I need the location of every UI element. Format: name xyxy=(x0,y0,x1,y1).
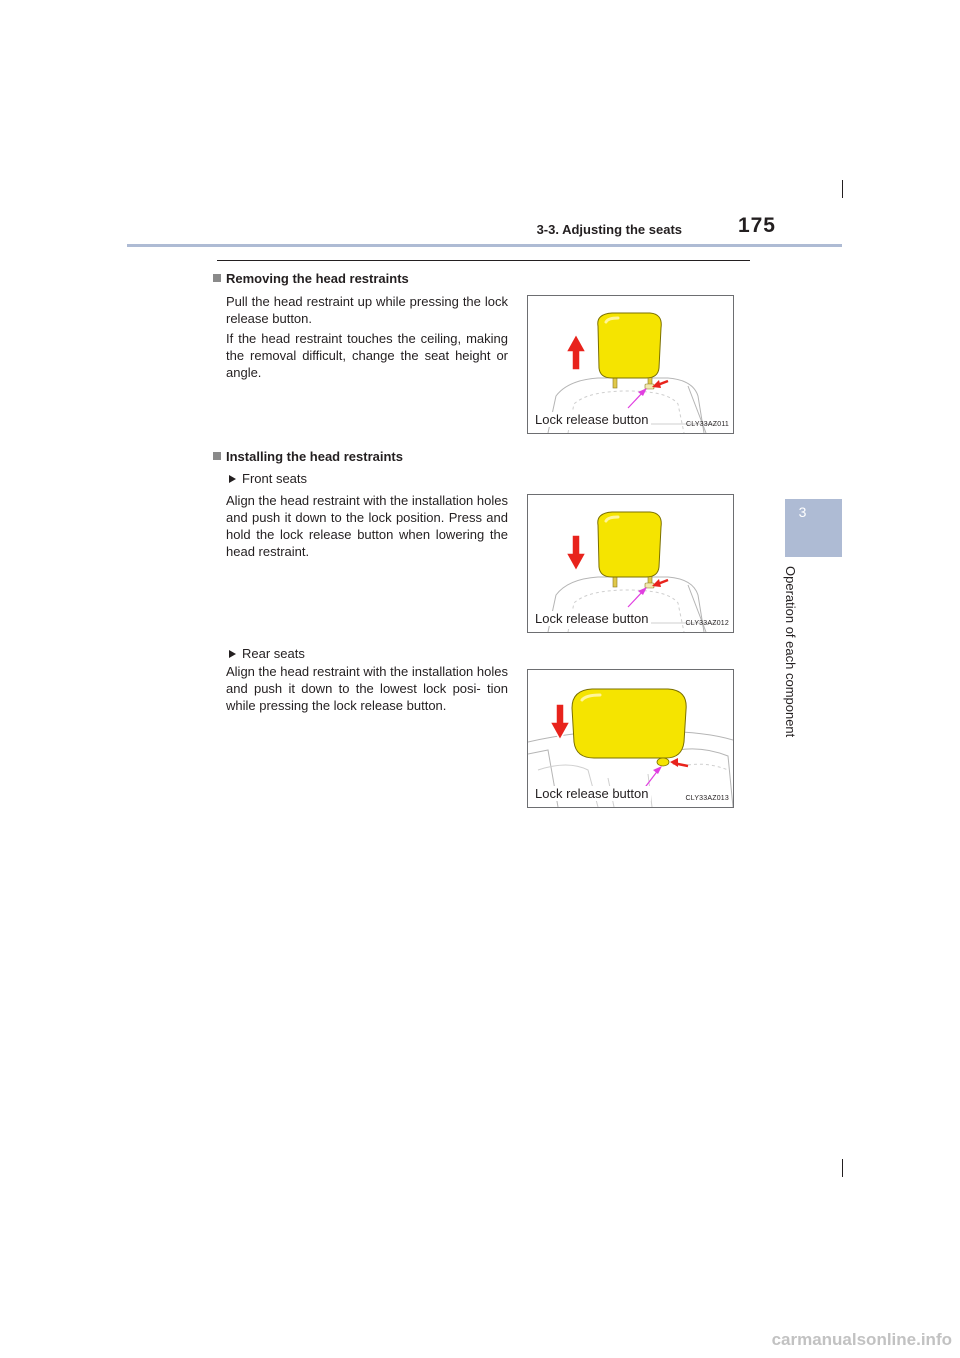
bullet-square-icon xyxy=(213,274,221,282)
figure-code: CLY33AZ012 xyxy=(685,620,729,627)
figure-remove-head-restraint xyxy=(527,295,734,434)
figure-code: CLY33AZ013 xyxy=(685,795,729,802)
up-arrow-icon xyxy=(566,334,586,370)
page-number: 175 xyxy=(737,214,776,237)
bullet-triangle-icon xyxy=(229,475,236,483)
subheading-rear-seats-text: Rear seats xyxy=(242,646,305,661)
lock-release-label: Lock release button xyxy=(532,412,651,427)
chapter-label xyxy=(778,566,802,766)
chapter-number: 3 xyxy=(798,504,807,520)
bullet-square-icon xyxy=(213,452,221,460)
header-rule xyxy=(127,244,842,247)
heading-removing-text: Removing the head restraints xyxy=(226,271,409,286)
removing-paragraph-2: If the head restraint touches the ceiling, making the removal difficult, change the seat height or angle. xyxy=(226,331,508,380)
header-section-title: 3-3. Adjusting the seats xyxy=(536,222,682,237)
heading-removing xyxy=(213,271,409,286)
watermark: carmanualsonline.info xyxy=(771,1330,952,1349)
heading-installing xyxy=(213,449,403,464)
lock-release-label: Lock release button xyxy=(532,611,651,626)
section-rule xyxy=(217,260,750,261)
subheading-rear-seats xyxy=(229,646,305,661)
chapter-label-text: Operation of each component xyxy=(783,566,798,738)
front-seats-paragraph: Align the head restraint with the installation holes and push it down to the lock position. Press and hold the lock release button when lowering the head restraint. xyxy=(226,493,508,559)
lock-release-label: Lock release button xyxy=(532,786,651,801)
crop-mark-top xyxy=(842,180,843,198)
figure-install-front xyxy=(527,494,734,633)
figure-code: CLY33AZ011 xyxy=(686,421,729,428)
subheading-front-seats-text: Front seats xyxy=(242,471,308,486)
heading-installing-text: Installing the head restraints xyxy=(226,449,403,464)
bullet-triangle-icon xyxy=(229,650,236,658)
rear-seats-paragraph: Align the head restraint with the installation holes and push it down to the lowest lock posi- tion while pressing the lock release button. xyxy=(226,664,508,713)
crop-mark-bottom xyxy=(842,1159,843,1177)
removing-paragraph-1: Pull the head restraint up while pressing the lock release button. xyxy=(226,294,508,326)
figure-install-rear xyxy=(527,669,734,808)
down-arrow-icon xyxy=(566,535,586,571)
subheading-front-seats xyxy=(229,471,307,486)
